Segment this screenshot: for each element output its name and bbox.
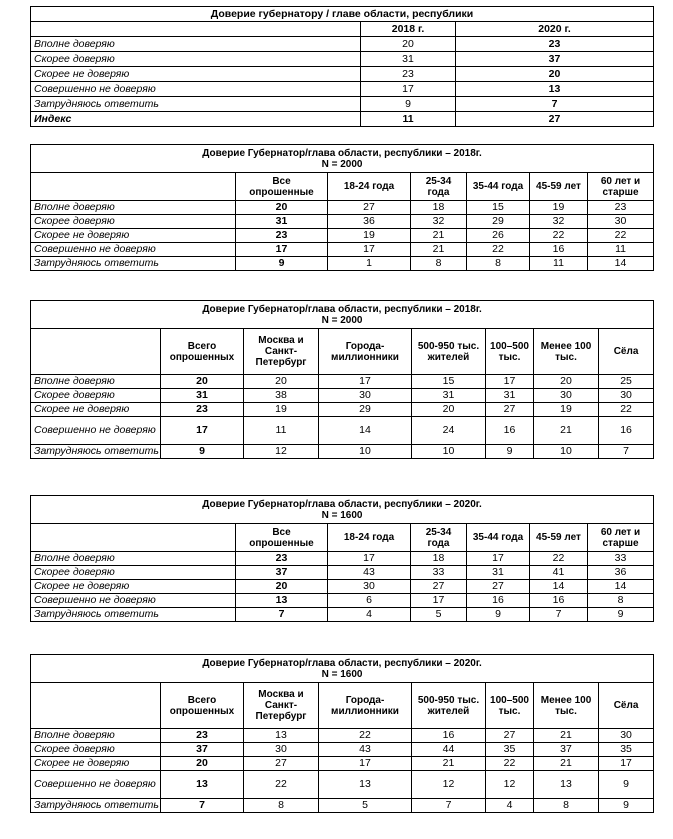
cell: 22: [319, 729, 412, 743]
row-label: Вполне доверяю: [31, 37, 361, 52]
cell: 22: [486, 757, 534, 771]
col-header: Всего опрошенных: [161, 329, 244, 375]
cell: 22: [244, 771, 319, 799]
row-label: Вполне доверяю: [31, 375, 161, 389]
table-row: [31, 417, 654, 445]
row-label: Затрудняюсь ответить: [31, 799, 161, 813]
row-label: Совершенно не доверяю: [31, 771, 161, 799]
table-row: [31, 729, 654, 743]
table-row: [31, 608, 654, 622]
cell: 21: [534, 757, 599, 771]
row-label: Скорее доверяю: [31, 743, 161, 757]
row-label: Скорее доверяю: [31, 215, 236, 229]
cell: 8: [588, 594, 654, 608]
cell: 26: [467, 229, 530, 243]
header-empty: [31, 22, 361, 37]
cell: 23: [236, 229, 328, 243]
cell: 30: [328, 580, 411, 594]
table-row: [31, 229, 654, 243]
cell: 13: [161, 771, 244, 799]
cell: 20: [456, 67, 654, 82]
cell: 30: [599, 389, 654, 403]
cell: 17: [361, 82, 456, 97]
table-subtitle: N = 2000: [321, 314, 363, 326]
cell: 12: [486, 771, 534, 799]
col-header: 45-59 лет: [530, 173, 588, 201]
cell: 20: [161, 757, 244, 771]
table-row: [31, 112, 654, 127]
cell: 32: [411, 215, 467, 229]
cell: 30: [599, 729, 654, 743]
cell: 21: [411, 229, 467, 243]
cell: 14: [588, 580, 654, 594]
cell: 16: [412, 729, 486, 743]
table-row: [31, 82, 654, 97]
cell: 8: [467, 257, 530, 271]
cell: 4: [328, 608, 411, 622]
cell: 13: [534, 771, 599, 799]
table-trust-governor-summary: [30, 6, 654, 127]
row-label: Затрудняюсь ответить: [31, 445, 161, 459]
cell: 14: [319, 417, 412, 445]
cell: 16: [486, 417, 534, 445]
cell: 13: [319, 771, 412, 799]
table-subtitle: N = 1600: [321, 509, 363, 521]
cell: 17: [328, 552, 411, 566]
table-row: [31, 552, 654, 566]
cell: 17: [319, 757, 412, 771]
table-trust-2020-by-settlement: [30, 654, 654, 813]
table-title: Доверие губернатору / главе области, республики: [31, 7, 654, 22]
cell: 16: [599, 417, 654, 445]
cell: 10: [319, 445, 412, 459]
col-header: 18-24 года: [328, 524, 411, 552]
row-label: Совершенно не доверяю: [31, 594, 236, 608]
cell: 27: [328, 201, 411, 215]
cell: 16: [530, 243, 588, 257]
col-header: 2018 г.: [361, 22, 456, 37]
cell: 9: [236, 257, 328, 271]
table-title: Доверие Губернатор/глава области, республики – 2020г.: [202, 498, 482, 510]
cell: 16: [467, 594, 530, 608]
cell: 20: [161, 375, 244, 389]
header-empty: [31, 329, 161, 375]
col-header: Города-миллионники: [319, 329, 412, 375]
table-row: [31, 403, 654, 417]
cell: 17: [161, 417, 244, 445]
cell: 30: [319, 389, 412, 403]
col-header: Города-миллионники: [319, 683, 412, 729]
cell: 31: [412, 389, 486, 403]
cell: 11: [361, 112, 456, 127]
table-row: [31, 215, 654, 229]
cell: 19: [530, 201, 588, 215]
cell: 37: [456, 52, 654, 67]
header-empty: [31, 173, 236, 201]
cell: 9: [361, 97, 456, 112]
table-row: [31, 97, 654, 112]
cell: 10: [412, 445, 486, 459]
cell: 20: [534, 375, 599, 389]
cell: 15: [467, 201, 530, 215]
cell: 20: [236, 580, 328, 594]
cell: 21: [411, 243, 467, 257]
cell: 27: [411, 580, 467, 594]
table-row: [31, 201, 654, 215]
cell: 31: [467, 566, 530, 580]
cell: 37: [161, 743, 244, 757]
cell: 19: [244, 403, 319, 417]
col-header: 2020 г.: [456, 22, 654, 37]
cell: 11: [530, 257, 588, 271]
table-row: [31, 743, 654, 757]
cell: 1: [328, 257, 411, 271]
row-label: Скорее доверяю: [31, 52, 361, 67]
cell: 9: [467, 608, 530, 622]
cell: 18: [411, 201, 467, 215]
row-label: Скорее доверяю: [31, 389, 161, 403]
cell: 7: [236, 608, 328, 622]
cell: 5: [319, 799, 412, 813]
table-trust-2020-by-age: [30, 495, 654, 622]
table-row: [31, 243, 654, 257]
col-header: 18-24 года: [328, 173, 411, 201]
cell: 11: [588, 243, 654, 257]
table-row: [31, 445, 654, 459]
col-header: Москва и Санкт-Петербург: [244, 683, 319, 729]
table-title: Доверие Губернатор/глава области, республики – 2020г.: [202, 657, 482, 669]
header-empty: [31, 524, 236, 552]
cell: 21: [412, 757, 486, 771]
cell: 13: [236, 594, 328, 608]
table-trust-2018-by-age: [30, 144, 654, 271]
cell: 31: [361, 52, 456, 67]
cell: 30: [588, 215, 654, 229]
table-row: [31, 257, 654, 271]
cell: 36: [328, 215, 411, 229]
col-header: Сёла: [599, 329, 654, 375]
col-header: Менее 100 тыс.: [534, 683, 599, 729]
cell: 9: [486, 445, 534, 459]
cell: 19: [328, 229, 411, 243]
cell: 22: [599, 403, 654, 417]
row-label: Затрудняюсь ответить: [31, 97, 361, 112]
cell: 27: [244, 757, 319, 771]
col-header: Менее 100 тыс.: [534, 329, 599, 375]
col-header: 100–500 тыс.: [486, 329, 534, 375]
table-row: [31, 52, 654, 67]
cell: 31: [486, 389, 534, 403]
col-header: 60 лет и старше: [588, 173, 654, 201]
cell: 17: [236, 243, 328, 257]
table-subtitle: N = 1600: [321, 668, 363, 680]
cell: 35: [486, 743, 534, 757]
table-trust-2018-by-settlement: [30, 300, 654, 459]
cell: 11: [244, 417, 319, 445]
row-label: Скорее не доверяю: [31, 757, 161, 771]
cell: 9: [161, 445, 244, 459]
col-header: 60 лет и старше: [588, 524, 654, 552]
cell: 8: [411, 257, 467, 271]
col-header: 25-34 года: [411, 524, 467, 552]
cell: 8: [244, 799, 319, 813]
cell: 5: [411, 608, 467, 622]
cell: 27: [486, 403, 534, 417]
cell: 44: [412, 743, 486, 757]
header-empty: [31, 683, 161, 729]
cell: 9: [599, 799, 654, 813]
cell: 27: [456, 112, 654, 127]
cell: 20: [236, 201, 328, 215]
cell: 31: [161, 389, 244, 403]
cell: 22: [467, 243, 530, 257]
cell: 22: [530, 229, 588, 243]
cell: 22: [530, 552, 588, 566]
cell: 31: [236, 215, 328, 229]
row-label: Затрудняюсь ответить: [31, 608, 236, 622]
cell: 20: [244, 375, 319, 389]
col-header: 35-44 года: [467, 524, 530, 552]
col-header: Сёла: [599, 683, 654, 729]
cell: 6: [328, 594, 411, 608]
cell: 27: [486, 729, 534, 743]
cell: 29: [319, 403, 412, 417]
cell: 16: [530, 594, 588, 608]
cell: 7: [599, 445, 654, 459]
cell: 4: [486, 799, 534, 813]
row-label: Вполне доверяю: [31, 201, 236, 215]
cell: 21: [534, 729, 599, 743]
cell: 38: [244, 389, 319, 403]
cell: 7: [412, 799, 486, 813]
table-row: [31, 757, 654, 771]
table-row: [31, 771, 654, 799]
col-header: 25-34 года: [411, 173, 467, 201]
row-label: Скорее не доверяю: [31, 580, 236, 594]
table-title: Доверие Губернатор/глава области, республики – 2018г.: [202, 303, 482, 315]
cell: 30: [534, 389, 599, 403]
row-label: Совершенно не доверяю: [31, 243, 236, 257]
cell: 25: [599, 375, 654, 389]
col-header: 500-950 тыс. жителей: [412, 683, 486, 729]
cell: 20: [412, 403, 486, 417]
row-label: Совершенно не доверяю: [31, 82, 361, 97]
row-label: Вполне доверяю: [31, 729, 161, 743]
cell: 23: [361, 67, 456, 82]
cell: 33: [588, 552, 654, 566]
cell: 23: [456, 37, 654, 52]
col-header: 500-950 тыс. жителей: [412, 329, 486, 375]
cell: 23: [161, 729, 244, 743]
cell: 9: [599, 771, 654, 799]
cell: 17: [411, 594, 467, 608]
cell: 17: [467, 552, 530, 566]
cell: 12: [244, 445, 319, 459]
cell: 41: [530, 566, 588, 580]
cell: 43: [319, 743, 412, 757]
cell: 32: [530, 215, 588, 229]
col-header: Все опрошенные: [236, 173, 328, 201]
cell: 22: [588, 229, 654, 243]
cell: 15: [412, 375, 486, 389]
cell: 43: [328, 566, 411, 580]
cell: 17: [486, 375, 534, 389]
table-subtitle: N = 2000: [321, 158, 363, 170]
table-row: [31, 580, 654, 594]
cell: 9: [588, 608, 654, 622]
row-label: Совершенно не доверяю: [31, 417, 161, 445]
cell: 27: [467, 580, 530, 594]
cell: 10: [534, 445, 599, 459]
cell: 7: [161, 799, 244, 813]
cell: 36: [588, 566, 654, 580]
cell: 7: [456, 97, 654, 112]
cell: 18: [411, 552, 467, 566]
row-label: Скорее доверяю: [31, 566, 236, 580]
row-label: Скорее не доверяю: [31, 403, 161, 417]
row-label: Вполне доверяю: [31, 552, 236, 566]
row-label: Скорее не доверяю: [31, 229, 236, 243]
cell: 20: [361, 37, 456, 52]
cell: 17: [328, 243, 411, 257]
col-header: 45-59 лет: [530, 524, 588, 552]
cell: 24: [412, 417, 486, 445]
cell: 37: [236, 566, 328, 580]
table-row: [31, 37, 654, 52]
cell: 23: [161, 403, 244, 417]
row-label: Скорее не доверяю: [31, 67, 361, 82]
col-header: Всего опрошенных: [161, 683, 244, 729]
col-header: Москва и Санкт-Петербург: [244, 329, 319, 375]
cell: 8: [534, 799, 599, 813]
cell: 21: [534, 417, 599, 445]
cell: 19: [534, 403, 599, 417]
cell: 7: [530, 608, 588, 622]
cell: 23: [236, 552, 328, 566]
cell: 23: [588, 201, 654, 215]
table-row: [31, 389, 654, 403]
col-header: Все опрошенные: [236, 524, 328, 552]
row-label: Затрудняюсь ответить: [31, 257, 236, 271]
cell: 12: [412, 771, 486, 799]
table-row: [31, 566, 654, 580]
col-header: 100–500 тыс.: [486, 683, 534, 729]
cell: 30: [244, 743, 319, 757]
row-label: Индекс: [31, 112, 361, 127]
cell: 35: [599, 743, 654, 757]
table-row: [31, 594, 654, 608]
cell: 29: [467, 215, 530, 229]
cell: 14: [530, 580, 588, 594]
table-row: [31, 67, 654, 82]
table-title: Доверие Губернатор/глава области, республики – 2018г.: [202, 147, 482, 159]
cell: 37: [534, 743, 599, 757]
cell: 14: [588, 257, 654, 271]
table-row: [31, 375, 654, 389]
cell: 33: [411, 566, 467, 580]
cell: 17: [319, 375, 412, 389]
col-header: 35-44 года: [467, 173, 530, 201]
table-row: [31, 799, 654, 813]
cell: 13: [456, 82, 654, 97]
cell: 13: [244, 729, 319, 743]
cell: 17: [599, 757, 654, 771]
